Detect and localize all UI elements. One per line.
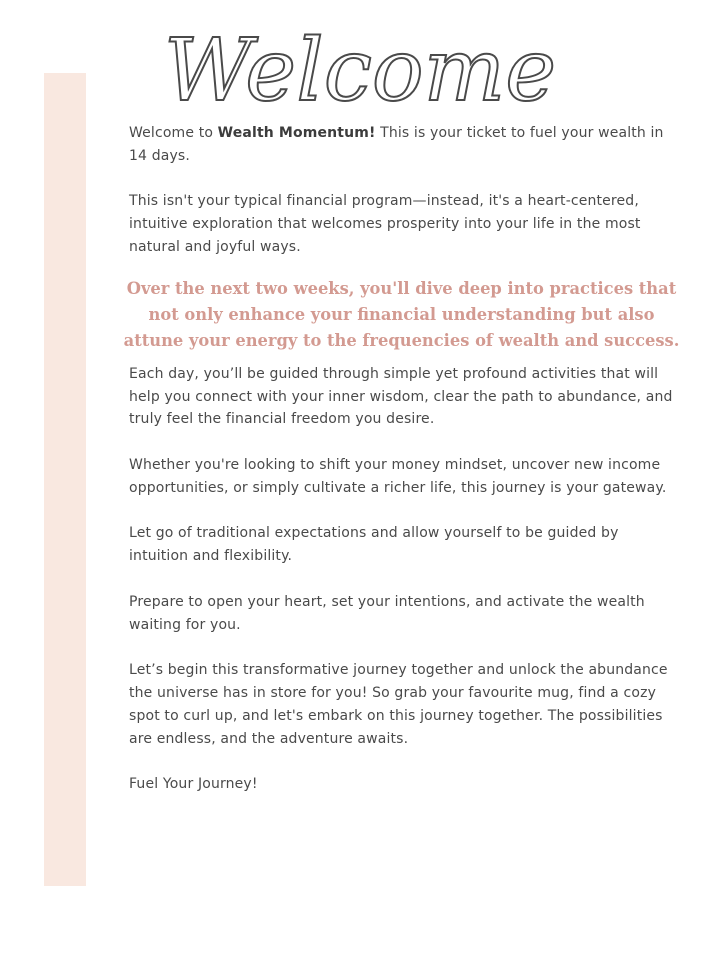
welcome-title (0, 0, 720, 120)
paragraph-let-go: Let go of traditional expectations and allow yourself to be guided by intuition and flexibility. (129, 525, 619, 565)
intro-prefix: Welcome to (129, 125, 218, 141)
brand-name: Wealth Momentum! (217, 125, 376, 141)
intro-suffix: This is your ticket to fuel your wealth in 14 days. (129, 125, 664, 164)
decorative-side-band (44, 73, 86, 886)
intro-paragraph (129, 122, 674, 168)
letter-body (123, 122, 680, 819)
highlight-quote: Over the next two weeks, you'll dive deep into practices that not only enhance your financial understanding but also attune your energy to the frequencies of wealth and success. (123, 278, 680, 351)
paragraph-program: This isn't your typical financial program—instead, it's a heart-centered, intuitive exploration that welcomes prosperity into your life in the most natural and joyful ways. (129, 193, 641, 255)
paragraph-daily: Each day, you’ll be guided through simple yet profound activities that will help you connect with your inner wisdom, clear the path to abundance, and truly feel the financial freedom you desire. (129, 365, 673, 428)
welcome-script-heading (163, 0, 557, 121)
welcome-title-text: Welcome (163, 21, 557, 121)
sign-off: Fuel Your Journey! (129, 776, 258, 793)
paragraph-begin: Let’s begin this transformative journey together and unlock the abundance the universe has in store for you! So grab your favourite mug, find a cozy spot to curl up, and let's embark on this journey together. The possibilities are endless, and the adventure awaits. (129, 662, 668, 747)
paragraph-prepare: Prepare to open your heart, set your intentions, and activate the wealth waiting for you. (129, 593, 645, 633)
paragraph-gateway: Whether you're looking to shift your money mindset, uncover new income opportunities, or simply cultivate a richer life, this journey is your gateway. (129, 456, 667, 496)
